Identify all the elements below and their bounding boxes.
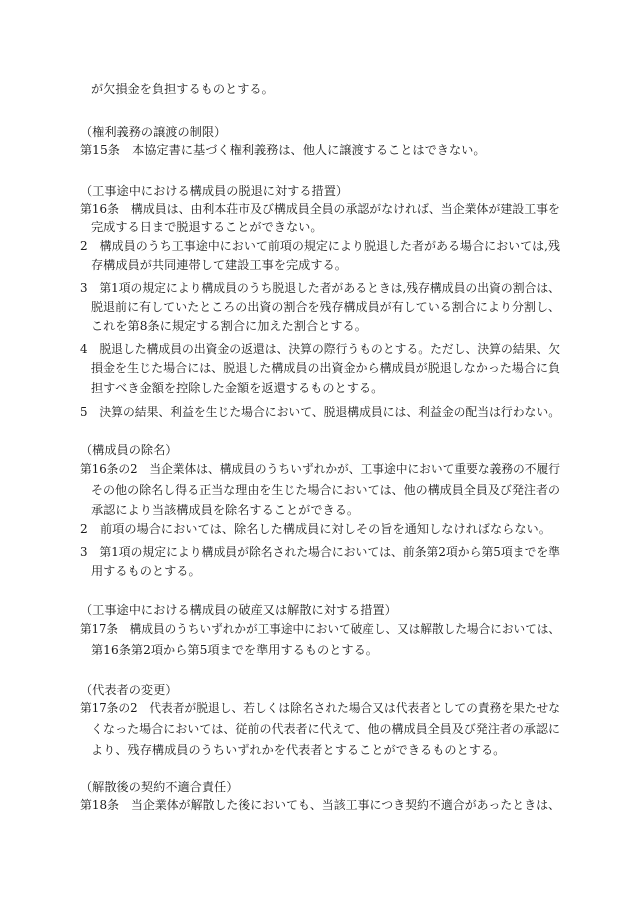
line-text: 2 構成員のうち工事途中において前項の規定により脱退した者がある場合においては,残: [80, 239, 560, 253]
heading-text: （権利義務の譲渡の制限）: [80, 125, 227, 139]
heading-text: （工事途中における構成員の脱退に対する措置）: [80, 184, 349, 198]
line-text: 完成する日まで脱退することができない。: [91, 220, 323, 234]
line-text: くなった場合においては、従前の代表者に代えて、他の構成員全員及び発注者の承認に: [91, 722, 560, 736]
line-text: 用するものとする。: [91, 564, 201, 578]
line-text: 脱退前に有していたところの出資の割合を残存構成員が有している割合により分割し、: [91, 300, 560, 314]
line-text: 存構成員が共同連帯して建設工事を完成する。: [91, 258, 347, 272]
line-text: 第17条の2 代表者が脱退し、若しくは除名された場合又は代表者としての責務を果たせな: [80, 701, 560, 715]
line-text: 第18条 当企業体が解散した後においても、当該工事につき契約不適合があったときは、: [80, 798, 561, 812]
line-text: 第16条の2 当企業体は、構成員のうちいずれかが、工事途中において重要な義務の不履行: [80, 462, 560, 476]
heading-text: （工事途中における構成員の破産又は解散に対する措置）: [80, 603, 397, 617]
line-text: 3 第1項の規定により構成員のうち脱退した者があるときは,残存構成員の出資の割合は、: [80, 281, 561, 295]
line-text: 第15条 本協定書に基づく権利義務は、他人に譲渡することはできない。: [80, 143, 486, 157]
line-text: 損金を生じた場合には、脱退した構成員の出資金から構成員が脱退しなかった場合に負: [91, 361, 560, 375]
line-text: が欠損金を負担するものとする。: [91, 82, 274, 96]
line-text: これを第8条に規定する割合に加えた割合とする。: [91, 319, 367, 333]
line-text: 5 決算の結果、利益を生じた場合において、脱退構成員には、利益金の配当は行わない。: [80, 405, 561, 419]
line-text: より、残存構成員のうちいずれかを代表者とすることができるものとする。: [91, 743, 506, 757]
heading-text: （代表者の変更）: [80, 683, 178, 697]
line-text: 4 脱退した構成員の出資金の返還は、決算の際行うものとする。ただし、決算の結果、欠: [80, 342, 561, 356]
heading-text: （構成員の除名）: [80, 443, 178, 457]
line-text: 第16条第2項から第5項までを準用するものとする。: [91, 643, 378, 657]
line-text: その他の除名し得る正当な理由を生じた場合においては、他の構成員全員及び発注者の: [91, 483, 560, 497]
line-text: 担すべき金額を控除した金額を返還するものとする。: [91, 381, 384, 395]
line-text: 3 第1項の規定により構成員が除名された場合においては、前条第2項から第5項までを準: [80, 545, 561, 559]
heading-text: （解散後の契約不適合責任）: [80, 780, 239, 794]
line-text: 2 前項の場合においては、除名した構成員に対しその旨を通知しなければならない。: [80, 522, 551, 536]
line-text: 承認により当該構成員を除名することができる。: [91, 503, 360, 517]
line-text: 第17条 構成員のうちいずれかが工事途中において破産し、又は解散した場合においては、: [80, 622, 560, 636]
line-text: 第16条 構成員は、由利本荘市及び構成員全員の承認がなければ、当企業体が建設工事を: [80, 202, 560, 216]
